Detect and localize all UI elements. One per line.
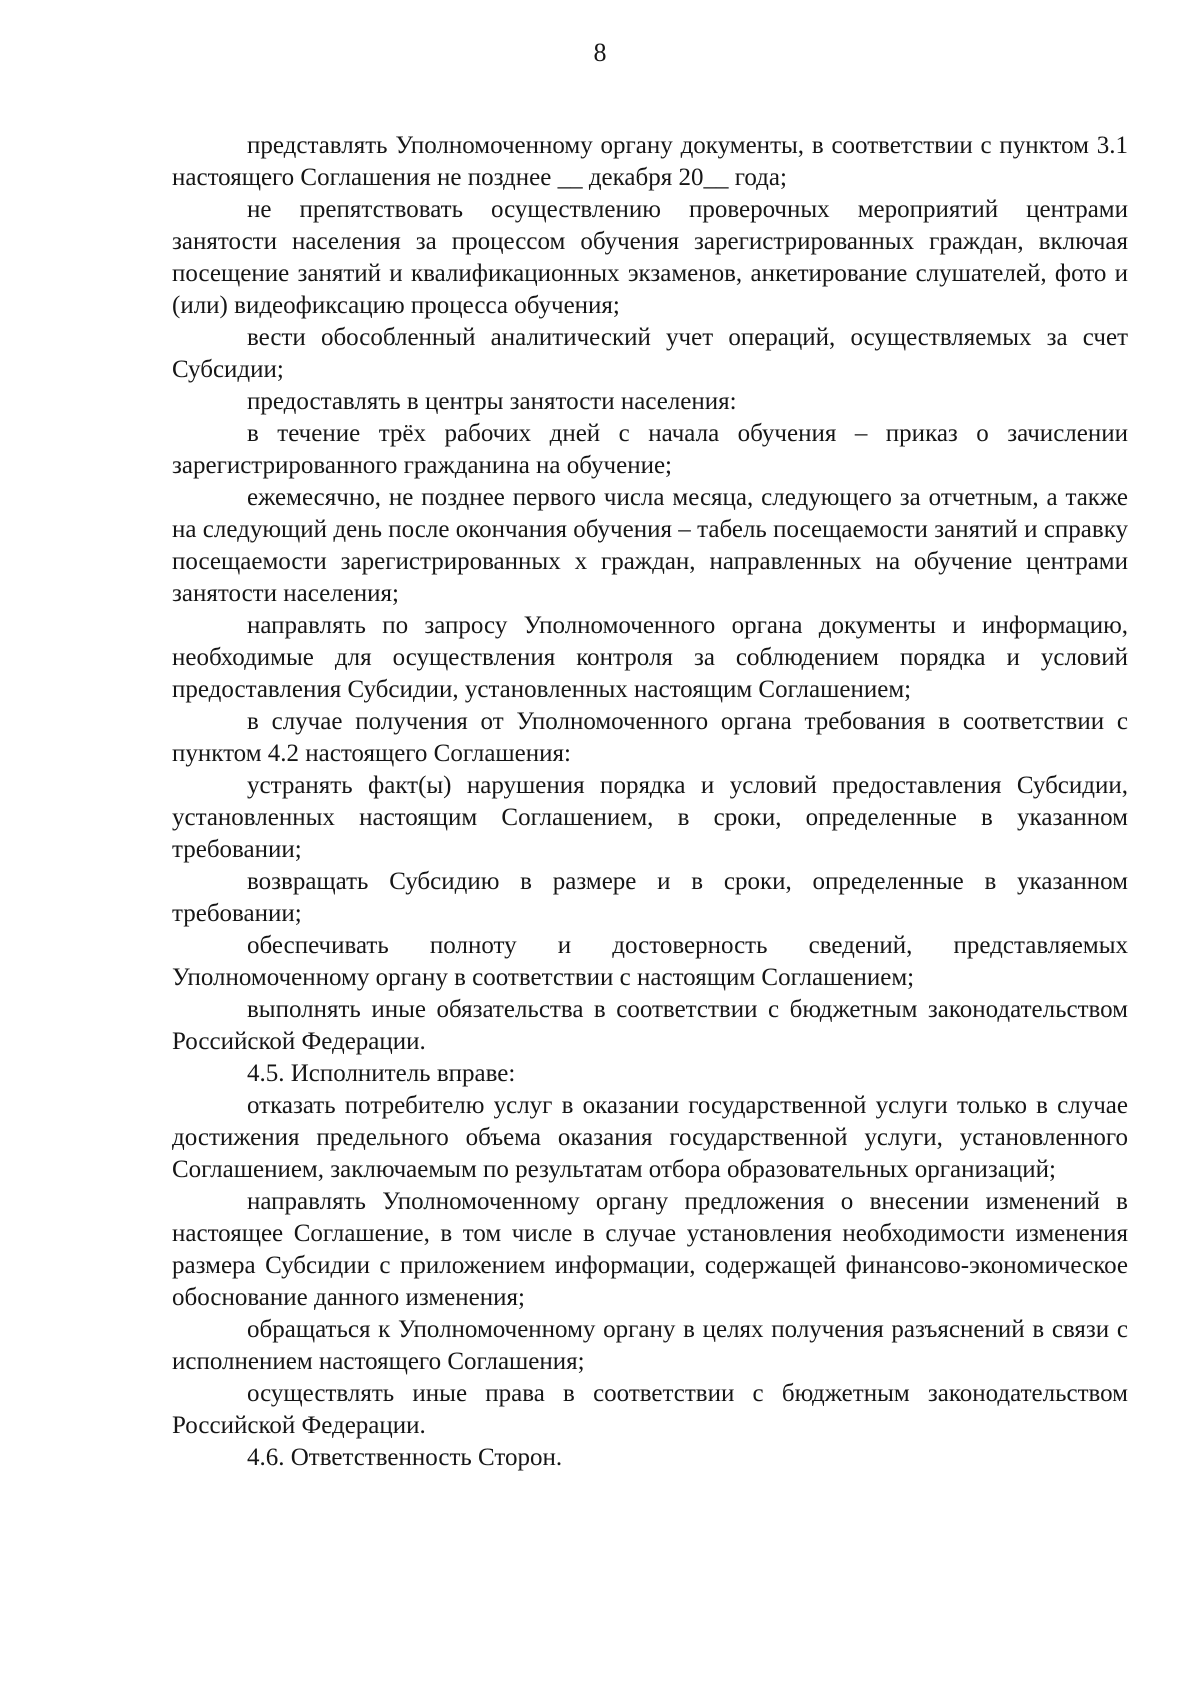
paragraph-submit-documents: представлять Уполномоченному органу документы, в соответствии с пунктом 3.1 настоящего Соглашения не позднее __ декабря 20__ года; [172,132,1128,191]
page-number: 8 [593,38,607,67]
paragraph-enrollment-order: в течение трёх рабочих дней с начала обучения – приказ о зачислении зарегистрированного гражданина на обучение; [172,420,1128,479]
section-heading-4-6: 4.6. Ответственность Сторон. [247,1444,563,1471]
paragraph-provide-to-centers: предоставлять в центры занятости населения: [247,388,737,415]
paragraph-refuse-service: отказать потребителю услуг в оказании государственной услуги только в случае достижения предельного объема оказания государственной услуги, установленного Соглашением, заключаемым по результатам отбора образовательных организаций; [172,1092,1128,1183]
paragraph-propose-changes: направлять Уполномоченному органу предложения о внесении изменений в настоящее Соглашение, в том числе в случае установления необходимости изменения размера Субсидии с приложением информации, содержащей финансово-экономическое обоснование данного изменения; [172,1188,1128,1311]
paragraph-separate-accounting: вести обособленный аналитический учет операций, осуществляемых за счет Субсидии; [172,324,1128,383]
paragraph-other-rights: осуществлять иные права в соответствии с бюджетным законодательством Российской Федерации. [172,1380,1128,1439]
paragraph-eliminate-violations: устранять факт(ы) нарушения порядка и условий предоставления Субсидии, установленных настоящим Соглашением, в сроки, определенные в указанном требовании; [172,772,1128,863]
document-body [172,130,1128,1474]
paragraph-inspections: не препятствовать осуществлению проверочных мероприятий центрами занятости населения за процессом обучения зарегистрированных граждан, включая посещение занятий и квалификационных экзаменов, анкетирование слушателей, фото и (или) видеофиксацию процесса обучения; [172,196,1128,319]
section-heading-4-5: 4.5. Исполнитель вправе: [247,1060,516,1087]
paragraph-send-on-request: направлять по запросу Уполномоченного органа документы и информацию, необходимые для осуществления контроля за соблюдением порядка и условий предоставления Субсидии, установленных настоящим Соглашением; [172,612,1128,703]
paragraph-other-obligations: выполнять иные обязательства в соответствии с бюджетным законодательством Российской Федерации. [172,996,1128,1055]
paragraph-attendance-sheet: ежемесячно, не позднее первого числа месяца, следующего за отчетным, а также на следующий день после окончания обучения – табель посещаемости занятий и справку посещаемости зарегистрированных х граждан, направленных на обучение центрами занятости населения; [172,484,1128,607]
paragraph-on-requirement: в случае получения от Уполномоченного органа требования в соответствии с пунктом 4.2 настоящего Соглашения: [172,708,1128,767]
paragraph-request-clarification: обращаться к Уполномоченному органу в целях получения разъяснений в связи с исполнением настоящего Соглашения; [172,1316,1128,1375]
paragraph-return-subsidy: возвращать Субсидию в размере и в сроки, определенные в указанном требовании; [172,868,1128,927]
paragraph-ensure-accuracy: обеспечивать полноту и достоверность сведений, представляемых Уполномоченному органу в соответствии с настоящим Соглашением; [172,932,1128,991]
